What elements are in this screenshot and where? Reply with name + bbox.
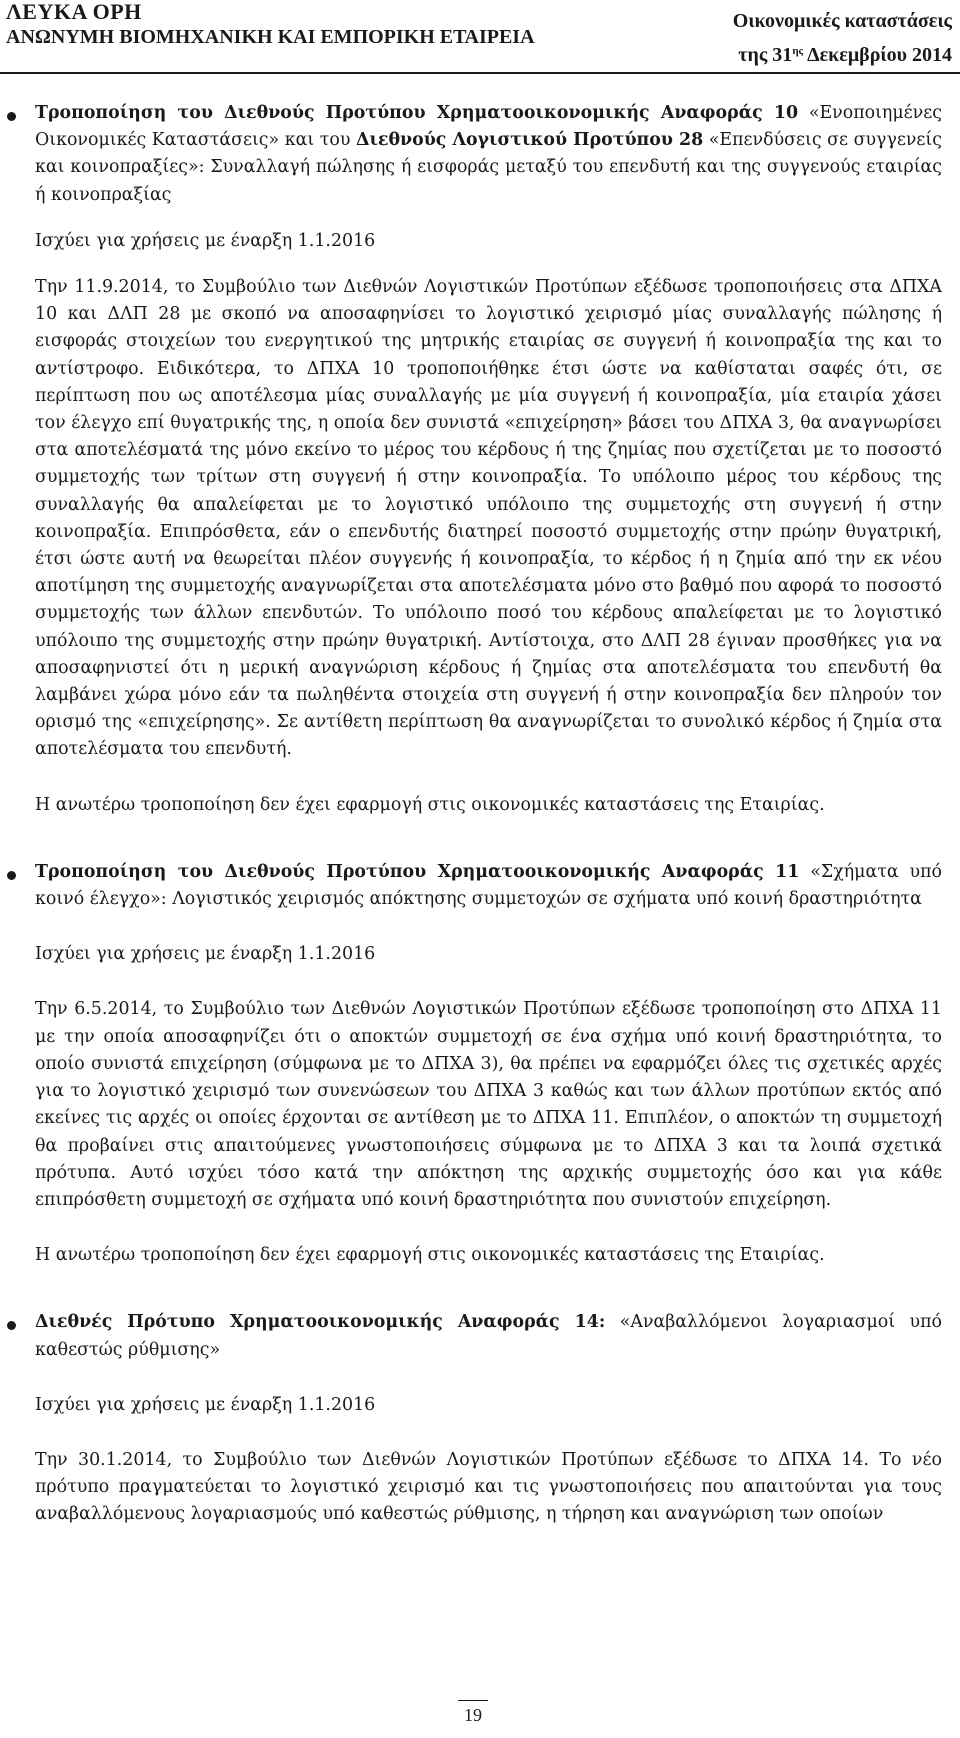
section-heading-text: «Ενοποιημένες Οικονομικές Καταστάσεις» και του <box>35 103 942 151</box>
applicability-note: Η ανωτέρω τροποποίηση δεν έχει εφαρμογή στις οικονομικές καταστάσεις της Εταιρίας. <box>35 1245 825 1266</box>
bullet-icon <box>7 112 16 121</box>
section-body: Την 30.1.2014, το Συμβούλιο των Διεθνών Λογιστικών Προτύπων εξέδωσε το ΔΠΧΑ 14. Το νέο πρότυπο πραγματεύεται το λογιστικό χειρισμό και τις γνωστοποιήσεις που απαιτούνται για τους αναβαλλόμενους λογαριασμούς υπό καθεστώς ρύθμισης, η τήρηση και αναγνώριση των οποίων <box>35 1449 942 1525</box>
section-heading <box>35 1309 942 1363</box>
report-title-prefix: της 31 <box>738 44 793 66</box>
report-title-line2 <box>733 36 952 70</box>
section-body: Την 6.5.2014, το Συμβούλιο των Διεθνών Λογιστικών Προτύπων εξέδωσε τροποποίηση στο ΔΠΧΑ 11 με την οποία αποσαφηνίζει ότι ο αποκτών συμμετοχή σε ένα σχήμα υπό κοινή δραστηριότητα, το οποίο συνιστά επιχείρηση (σύμφωνα με το ΔΠΧΑ 3), θα πρέπει να εφαρμόζει όλες τις σχετικές αρχές για το λογιστικό χειρισμό των συνενώσεων του ΔΠΧΑ 3 καθώς και των άλλων προτύπων εκτός από εκείνες τις αρχές οι οποίες έρχονται σε αντίθεση με το ΔΠΧΑ 11. Επιπλέον, ο αποκτών τη συμμετοχή θα προβαίνει στις απαιτούμενες γνωστοποιήσεις σύμφωνα με το ΔΠΧΑ 3 και τα λοιπά σχετικά πρότυπα. Αυτό ισχύει τόσο κατά την απόκτηση της αρχικής συμμετοχής όσο και για κάθε επιπρόσθετη συμμετοχή σε σχήματα υπό κοινή δραστηριότητα που συνιστούν επιχείρηση. <box>35 999 942 1210</box>
section-heading-bold: Τροποποίηση του Διεθνούς Προτύπου Χρηματοοικονομικής Αναφοράς 11 <box>35 861 800 882</box>
effective-date: Ισχύει για χρήσεις με έναρξη 1.1.2016 <box>35 230 376 251</box>
section-heading <box>35 100 942 209</box>
section-heading-text: «Σχήματα υπό κοινό έλεγχο»: Λογιστικός χειρισμός απόκτησης συμμετοχών σε σχήματα υπό κοινή δραστηριότητα <box>35 861 942 910</box>
bullet-icon <box>7 871 16 880</box>
section-heading-text-2: «Επενδύσεις σε συγγενείς και κοινοπραξίες»: Συναλλαγή πώλησης ή εισφοράς μεταξύ του επενδυτή και της συγγενούς εταιρίας ή κοινοπραξίας <box>35 130 942 205</box>
section-heading-bold-2: Διεθνούς Λογιστικού Προτύπου 28 <box>355 130 704 151</box>
page-number: 19 <box>464 1705 482 1725</box>
report-title-suffix: Δεκεμβρίου 2014 <box>803 44 952 66</box>
effective-date: Ισχύει για χρήσεις με έναρξη 1.1.2016 <box>35 1394 376 1415</box>
section-body: Την 11.9.2014, το Συμβούλιο των Διεθνών Λογιστικών Προτύπων εξέδωσε τροποποιήσεις στα ΔΠΧΑ 10 και ΔΛΠ 28 με σκοπό να αποσαφηνίσει το λογιστικό χειρισμό μίας συναλλαγής πώλησης ή εισφοράς στοιχείων του ενεργητικού της μητρικής εταιρίας σε συγγενή ή κοινοπραξία της και το αντίστροφο. Ειδικότερα, το ΔΠΧΑ 10 τροποποιήθηκε έτσι ώστε να καθίσταται σαφές ότι, σε περίπτωση που ως αποτέλεσμα μίας συναλλαγής με μία συγγενή ή κοινοπραξία, μία εταιρία χάσει τον έλεγχο επί θυγατρικής της, η οποία δεν συνιστά «επιχείρηση» βάσει του ΔΠΧΑ 3, θα αναγνωρίσει στα αποτελέσματά της μόνο εκείνο το μέρος του κέρδους ή της ζημίας που σχετίζεται με το ποσοστό συμμετοχής των τρίτων στη συγγενή ή στην κοινοπραξία. Το υπόλοιπο μέρος του κέρδους της συναλλαγής θα απαλείφεται με το λογιστικό υπόλοιπο της συμμετοχής στη συγγενή ή στην κοινοπραξία. Επιπρόσθετα, εάν ο επενδυτής διατηρεί ποσοστό συμμετοχής στην πρώην θυγατρική, έτσι ώστε αυτή να θεωρείται πλέον συγγενής ή κοινοπραξία, το κέρδος ή η ζημία από την εκ νέου αποτίμηση της συμμετοχής αναγνωρίζεται στα αποτελέσματα μόνο στο βαθμό που αφορά το ποσοστό συμμετοχής των άλλων επενδυτών. Το υπόλοιπο ποσό του κέρδους απαλείφεται με το λογιστικό υπόλοιπο της συμμετοχής στην πρώην θυγατρική. Αντίστοιχα, στο ΔΛΠ 28 έγιναν προσθήκες για να αποσαφηνιστεί ότι η μερική αναγνώριση κέρδους ή ζημίας στα αποτελέσματα του επενδυτή θα λαμβάνει χώρα μόνο εάν τα πωληθέντα στοιχεία στη συγγενή ή στην κοινοπραξία δεν πληρούν τον ορισμό της «επιχείρησης». Σε αντίθετη περίπτωση θα αναγνωρίζεται το συνολικό κέρδος ή ζημία στα αποτελέσματα του επενδυτή. <box>35 277 942 760</box>
applicability-note: Η ανωτέρω τροποποίηση δεν έχει εφαρμογή στις οικονομικές καταστάσεις της Εταιρίας. <box>35 794 825 815</box>
section-ifrs11-amendment <box>35 859 942 1269</box>
document-body <box>0 100 960 1529</box>
report-title-sup: ης <box>792 45 804 57</box>
company-name-line2: ΑΝΩΝΥΜΗ ΒΙΟΜΗΧΑΝΙΚΗ ΚΑΙ ΕΜΠΟΡΙΚΗ ΕΤΑΙΡΕΙΑ <box>6 26 535 48</box>
report-title <box>733 6 952 70</box>
page-header <box>0 0 960 72</box>
bullet-icon <box>7 1321 16 1330</box>
footer-divider <box>458 1700 488 1701</box>
section-ifrs14 <box>35 1309 942 1528</box>
header-divider <box>0 72 960 74</box>
effective-date: Ισχύει για χρήσεις με έναρξη 1.1.2016 <box>35 944 376 965</box>
report-title-line1: Οικονομικές καταστάσεις <box>732 10 952 32</box>
section-heading <box>35 859 942 913</box>
section-heading-bold: Διεθνές Πρότυπο Χρηματοοικονομικής Αναφοράς 14: <box>35 1312 606 1333</box>
section-ifrs10-amendment <box>35 100 942 819</box>
company-name <box>6 0 535 50</box>
section-heading-text: «Αναβαλλόμενοι λογαριασμοί υπό καθεστώς ρύθμισης» <box>35 1312 943 1360</box>
company-name-line1: ΛΕΥΚΑ ΟΡΗ <box>6 0 142 24</box>
section-heading-bold: Τροποποίηση του Διεθνούς Προτύπου Χρηματοοικονομικής Αναφοράς 10 <box>35 103 799 123</box>
